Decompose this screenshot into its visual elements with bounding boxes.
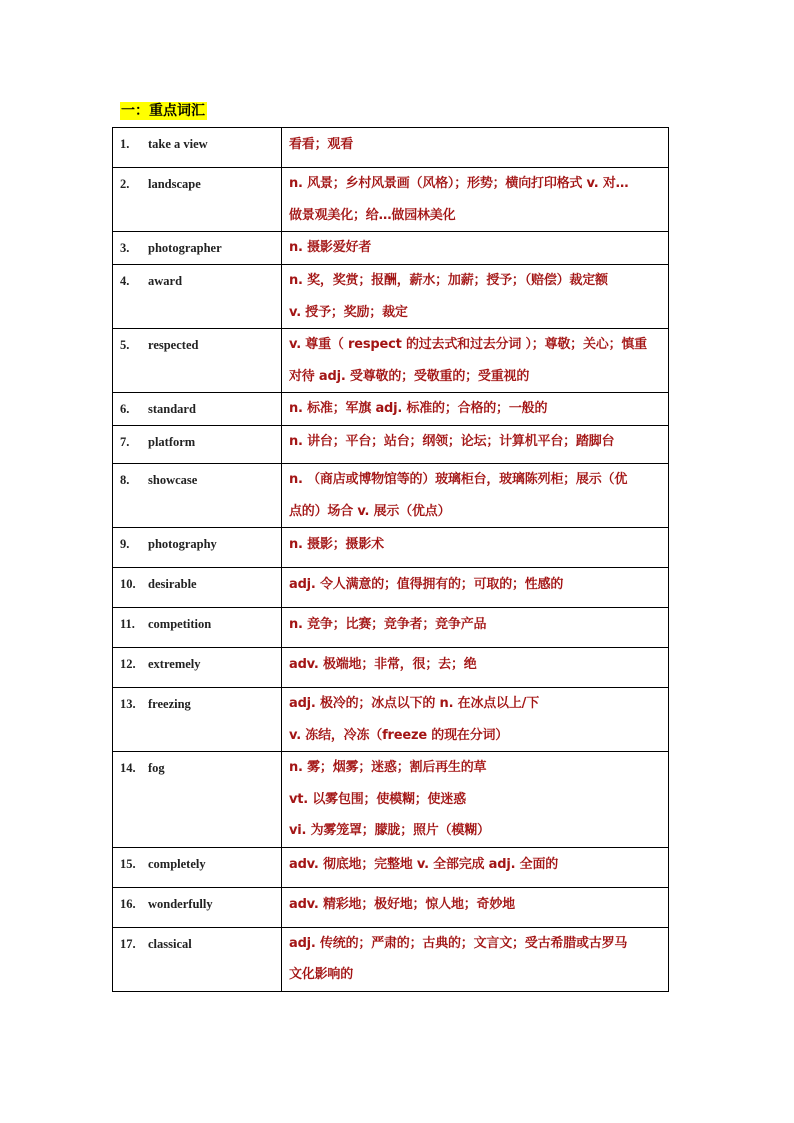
definition-cell [282,232,669,265]
definition-cell [282,648,669,688]
word-cell [113,752,282,848]
entry-number: 13. [120,697,136,711]
word-cell [113,426,282,464]
definition-line: adv. 精彩地；极好地；惊人地；奇妙地 [289,896,515,912]
definition-line: vi. 为雾笼罩；朦胧；照片（模糊） [289,823,490,838]
vocab-row [113,528,669,568]
definition-line: adv. 极端地；非常，很；去；绝 [289,657,477,672]
vocab-row [113,128,669,168]
vocab-row [113,426,669,464]
entry-number: 3. [120,241,130,255]
entry-word: desirable [148,577,197,591]
vocab-row [113,393,669,426]
word-entry [113,426,281,450]
word-cell [113,168,282,232]
definition-cell [282,168,669,232]
definition-line: n. 奖，奖赏；报酬，薪水；加薪；授予；（赔偿）裁定额 [289,273,608,288]
entry-number: 9. [120,537,130,551]
vocab-row [113,688,669,752]
word-entry [113,608,281,632]
word-entry [113,329,281,353]
vocab-row [113,265,669,329]
entry-word: platform [148,435,196,449]
definition-line: v. 授予；奖励；裁定 [289,304,408,320]
entry-number: 14. [120,761,136,775]
definition-cell [282,128,669,168]
entry-number: 12. [120,657,136,671]
entry-number: 5. [120,338,130,352]
definition-line: vt. 以雾包围；使模糊；使迷惑 [289,791,466,807]
entry-number: 1. [120,137,130,151]
vocab-row [113,329,669,393]
entry-word: classical [148,936,192,951]
entry-word: take a view [148,137,208,151]
definition-cell [282,688,669,752]
definition-line: n. （商店或博物馆等的）玻璃柜台，玻璃陈列柜；展示（优 [289,472,628,487]
section-heading: 一：重点词汇 [121,103,205,119]
entry-number: 6. [120,402,130,416]
word-entry [113,528,281,552]
definition-cell [282,329,669,393]
definition-line: n. 标准；军旗 adj. 标准的；合格的；一般的 [289,401,548,416]
word-entry [113,265,281,289]
vocab-row [113,232,669,265]
vocab-row [113,887,669,927]
word-cell [113,393,282,426]
word-cell [113,528,282,568]
definition-line: adj. 极冷的；冰点以下的 n. 在冰点以上/下 [289,696,539,711]
definition-cell [282,927,669,991]
word-cell [113,568,282,608]
entry-number: 4. [120,274,130,288]
definition-line: 点的）场合 v. 展示（优点） [289,503,451,519]
word-cell [113,648,282,688]
word-entry [113,928,281,952]
entry-number: 2. [120,177,130,191]
definition-cell [282,752,669,848]
entry-number: 7. [120,435,130,449]
word-entry [113,568,281,592]
definition-line: adv. 彻底地；完整地 v. 全部完成 adj. 全面的 [289,856,559,872]
vocab-row [113,847,669,887]
word-entry [113,752,281,776]
word-cell [113,232,282,265]
vocab-row [113,568,669,608]
definition-line: n. 讲台；平台；站台；纲领；论坛；计算机平台；踏脚台 [289,434,615,449]
definition-line: 做景观美化；给…做园林美化 [289,207,456,223]
definition-line: n. 风景；乡村风景画（风格）；形势；横向打印格式 v. 对… [289,176,629,191]
definition-cell [282,393,669,426]
word-entry [113,848,281,872]
vocab-row [113,464,669,528]
entry-number: 15. [120,856,136,871]
definition-line: n. 竞争；比赛；竞争者；竞争产品 [289,617,487,632]
entry-number: 17. [120,936,136,951]
definition-cell [282,847,669,887]
definition-line: 对待 adj. 受尊敬的；受敬重的；受重视的 [289,368,530,384]
vocab-row [113,927,669,991]
word-entry [113,888,281,912]
vocab-row [113,608,669,648]
word-entry [113,688,281,712]
word-cell [113,329,282,393]
definition-cell [282,568,669,608]
entry-word: freezing [148,697,191,711]
entry-number: 10. [120,577,136,591]
definition-cell [282,887,669,927]
entry-word: landscape [148,177,201,191]
entry-number: 16. [120,896,136,911]
word-cell [113,688,282,752]
vocab-row [113,648,669,688]
entry-number: 8. [120,473,130,487]
entry-word: fog [148,761,165,775]
definition-line: 文化影响的 [289,967,354,982]
word-cell [113,265,282,329]
vocabulary-table [112,127,669,992]
vocabulary-table-body [113,128,669,992]
definition-line: n. 摄影；摄影术 [289,537,384,552]
word-entry [113,648,281,672]
entry-word: competition [148,617,212,631]
word-cell [113,608,282,648]
word-entry [113,128,281,152]
word-cell [113,464,282,528]
definition-line: v. 冻结，冷冻（freeze 的现在分词） [289,727,509,743]
entry-word: photography [148,537,217,551]
word-cell [113,927,282,991]
definition-cell [282,265,669,329]
definition-cell [282,464,669,528]
definition-line: n. 摄影爱好者 [289,240,372,255]
entry-number: 11. [120,617,135,631]
entry-word: photographer [148,241,222,255]
word-entry [113,464,281,488]
word-cell [113,887,282,927]
entry-word: completely [148,856,206,871]
definition-line: 看看；观看 [289,137,354,152]
word-entry [113,393,281,417]
entry-word: wonderfully [148,896,213,911]
entry-word: showcase [148,473,198,487]
vocab-row [113,168,669,232]
definition-line: n. 雾；烟雾；迷惑；割后再生的草 [289,760,487,775]
definition-line: v. 尊重（ respect 的过去式和过去分词 ）；尊敬；关心；慎重 [289,337,647,352]
word-entry [113,168,281,192]
definition-cell [282,528,669,568]
entry-word: award [148,274,183,288]
word-cell [113,128,282,168]
definition-line: adj. 令人满意的；值得拥有的；可取的；性感的 [289,577,564,592]
entry-word: respected [148,338,199,352]
definition-line: adj. 传统的；严肃的；古典的；文言文；受古希腊或古罗马 [289,935,628,951]
word-entry [113,232,281,256]
vocab-row [113,752,669,848]
word-cell [113,847,282,887]
definition-cell [282,426,669,464]
definition-cell [282,608,669,648]
entry-word: extremely [148,657,201,671]
entry-word: standard [148,402,196,416]
